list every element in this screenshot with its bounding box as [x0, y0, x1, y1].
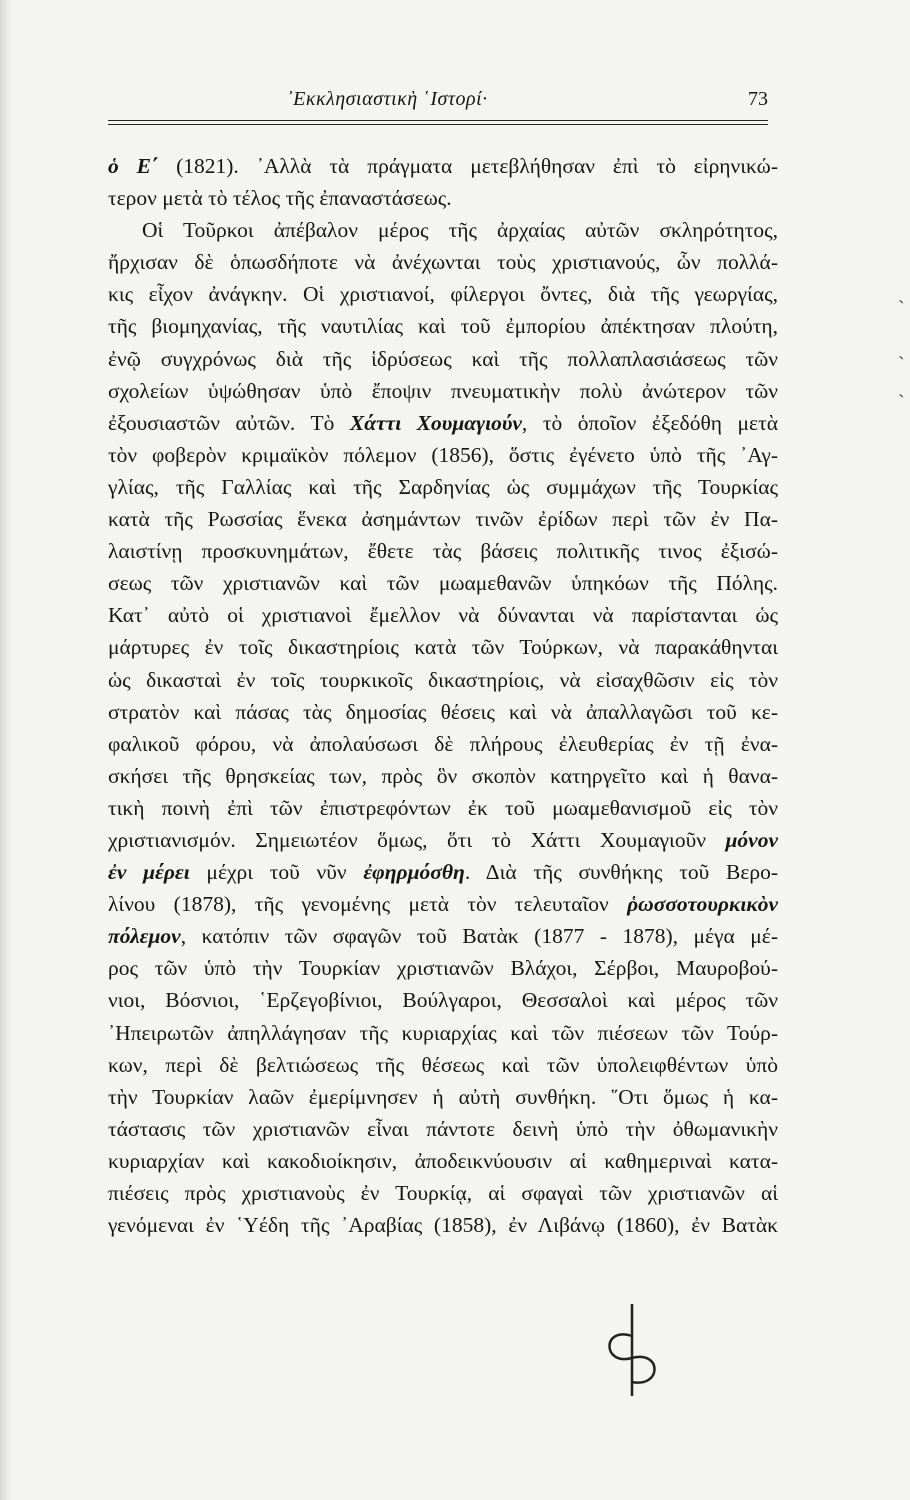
header-rule-thick	[108, 120, 768, 121]
pen-loop-mark	[592, 1296, 672, 1406]
text-line	[108, 696, 778, 728]
text-run: . Διὰ τῆς συνθήκης τοῦ Βερο-	[464, 860, 778, 885]
text-run: χριστιανισμόν. Σημειωτέον ὅμως, ὅτι τὸ Χάττι Χουμαγιοῦν	[108, 827, 726, 852]
text-run: ᾽Ηπειρωτῶν ἀπηλλάγησαν τῆς κυριαρχίας καὶ τῶν πιέσεων τῶν Τούρ-	[108, 1020, 778, 1045]
text-run: στρατὸν καὶ πάσας τὰς δημοσίας θέσεις καὶ νὰ ἀπαλλαγῶσι τοῦ κε-	[108, 699, 778, 724]
body-text	[108, 150, 778, 1241]
text-run: σκήσει τῆς θρησκείας των, πρὸς ὃν σκοπὸν κατηργεῖτο καὶ ἡ θανα-	[108, 763, 778, 788]
text-line	[108, 567, 778, 599]
emphasized-text: ὁ Ε΄	[108, 154, 159, 178]
text-line	[108, 1177, 778, 1209]
text-line	[108, 984, 778, 1016]
text-run: ἤρχισαν δὲ ὁπωσδήποτε νὰ ἀνέχωνται τοὺς χριστιανούς, ὧν πολλά-	[108, 250, 778, 275]
text-run: σεως τῶν χριστιανῶν καὶ τῶν μωαμεθανῶν ὑπηκόων τῆς Πόλης.	[108, 571, 778, 596]
text-line	[108, 278, 778, 310]
text-run: , τὸ ὁποῖον ἐξεδόθη μετὰ	[521, 410, 778, 435]
text-line	[108, 407, 778, 439]
text-line	[108, 920, 778, 952]
text-run: τερον μετὰ τὸ τέλος τῆς ἐπαναστάσεως.	[108, 186, 452, 211]
text-line	[108, 952, 778, 984]
text-line	[108, 824, 778, 856]
text-run: ἐνῷ συγχρόνως διὰ τῆς ἱδρύσεως καὶ τῆς πολλαπλασιάσεως τῶν	[108, 346, 778, 371]
header-rule-thin	[108, 124, 768, 125]
text-line	[108, 856, 778, 888]
text-run: σχολείων ὑψώθησαν ὑπὸ ἔποψιν πνευματικὴν πολὺ ἀνώτερον τῶν	[108, 378, 778, 403]
emphasized-text: ἐν μέρει	[108, 860, 190, 885]
text-line	[108, 439, 778, 471]
text-run: κυριαρχίαν καὶ κακοδιοίκησιν, ἀποδεικνύουσιν αἱ καθημεριναὶ κατα-	[108, 1148, 778, 1173]
margin-mark: ˎ	[898, 376, 905, 398]
emphasized-text: Χάττι Χουμαγιούν	[349, 410, 522, 435]
text-run: ἐξουσιαστῶν αὐτῶν. Τὸ	[108, 410, 350, 435]
text-run: κων, περὶ δὲ βελτιώσεως τῆς θέσεως καὶ τῶν ὑπολειφθέντων ὑπὸ	[108, 1052, 778, 1077]
text-line	[108, 343, 778, 375]
page-edge-shadow	[0, 0, 12, 1500]
text-run: Οἱ Τοῦρκοι ἀπέβαλον μέρος τῆς ἀρχαίας αὐτῶν σκληρότητος,	[142, 218, 778, 243]
text-line	[108, 1049, 778, 1081]
text-run: φαλικοῦ φόρου, νὰ ἀπολαύσωσι δὲ πλήρους ἐλευθερίας ἐν τῇ ἐνα-	[108, 731, 778, 756]
text-line	[108, 471, 778, 503]
emphasized-text: ῥωσσοτουρκικὸν	[627, 892, 778, 917]
text-line	[108, 1209, 778, 1241]
margin-mark: ˎ	[898, 338, 905, 360]
text-line	[108, 182, 778, 214]
running-title: ᾽Εκκλησιαστικὴ ῾Ιστορί·	[286, 88, 488, 110]
text-line	[108, 246, 778, 278]
text-run: γενόμεναι ἐν ῾Υέδη τῆς ᾽Αραβίας (1858), ἐν Λιβάνῳ (1860), ἐν Βατὰκ	[108, 1213, 778, 1238]
emphasized-text: ἐφηρμόσθη	[363, 860, 465, 885]
text-run: κις εἶχον ἀνάγκην. Οἱ χριστιανοί, φίλεργοι ὄντες, διὰ τῆς γεωργίας,	[108, 282, 778, 307]
text-run: ὡς δικασταὶ ἐν τοῖς τουρκικοῖς δικαστηρίοις, νὰ εἰσαχθῶσιν εἰς τὸν	[108, 667, 778, 692]
text-run: τικὴ ποινὴ ἐπὶ τῶν ἐπιστρεφόντων ἐκ τοῦ μωαμεθανισμοῦ εἰς τὸν	[108, 795, 778, 820]
text-run: τάστασις τῶν χριστιανῶν εἶναι πάντοτε δεινὴ ὑπὸ τὴν ὀθωμανικὴν	[108, 1116, 778, 1141]
text-run: ρος τῶν ὑπὸ τὴν Τουρκίαν χριστιανῶν Βλάχοι, Σέρβοι, Μαυροβού-	[108, 956, 778, 981]
emphasized-text: μόνον	[725, 827, 778, 852]
text-run: , κατόπιν τῶν σφαγῶν τοῦ Βατὰκ (1877 - 1878), μέγα μέ-	[180, 924, 778, 949]
text-run: νιοι, Βόσνιοι, ῾Ερζεγοβίνιοι, Βούλγαροι, Θεσσαλοὶ καὶ μέρος τῶν	[108, 988, 778, 1013]
text-line	[108, 214, 778, 246]
margin-mark: ˎ	[898, 282, 905, 304]
text-line	[108, 728, 778, 760]
text-run: τῆς βιομηχανίας, τῆς ναυτιλίας καὶ τοῦ ἐμπορίου ἀπέκτησαν πλούτη,	[108, 314, 778, 339]
text-run: κατὰ τῆς Ρωσσίας ἕνεκα ἀσημάντων τινῶν ἐρίδων περὶ τῶν ἐν Πα-	[108, 507, 778, 532]
text-line	[108, 1017, 778, 1049]
page-number: 73	[748, 88, 768, 110]
page-header	[108, 88, 768, 118]
text-run: πιέσεις πρὸς χριστιανοὺς ἐν Τουρκίᾳ, αἱ σφαγαὶ τῶν χριστιανῶν αἱ	[108, 1181, 778, 1205]
text-line	[108, 792, 778, 824]
text-line	[108, 760, 778, 792]
text-run: λαιστίνῃ προσκυνημάτων, ἔθετε τὰς βάσεις πολιτικῆς τινος ἐξισώ-	[108, 539, 778, 564]
emphasized-text: πόλεμον	[108, 924, 181, 949]
text-run: γλίας, τῆς Γαλλίας καὶ τῆς Σαρδηνίας ὡς συμμάχων τῆς Τουρκίας	[108, 474, 778, 499]
text-line	[108, 310, 778, 342]
text-line	[108, 1145, 778, 1177]
text-run: (1821). ᾽Αλλὰ τὰ πράγματα μετεβλήθησαν ἐπὶ τὸ εἰρηνικώ-	[158, 154, 778, 178]
text-line	[108, 375, 778, 407]
text-run: λίνου (1878), τῆς γενομένης μετὰ τὸν τελευταῖον	[108, 892, 628, 917]
text-run: τὴν Τουρκίαν λαῶν ἐμερίμνησεν ἡ αὐτὴ συνθήκη. ῞Οτι ὅμως ἡ κα-	[108, 1084, 778, 1109]
text-line	[108, 1081, 778, 1113]
text-run: μάρτυρες ἐν τοῖς δικαστηρίοις κατὰ τῶν Τούρκων, νὰ παρακάθηνται	[108, 635, 778, 660]
text-run: Κατ᾽ αὐτὸ οἱ χριστιανοὶ ἔμελλον νὰ δύνανται νὰ παρίστανται ὡς	[108, 603, 778, 628]
text-line	[108, 631, 778, 663]
text-line	[108, 599, 778, 631]
text-line	[108, 535, 778, 567]
text-line	[108, 503, 778, 535]
text-run: μέχρι τοῦ νῦν	[189, 860, 364, 885]
text-run: τὸν φοβερὸν κριμαϊκὸν πόλεμον (1856), ὅστις ἐγένετο ὑπὸ τῆς ᾽Αγ-	[108, 442, 778, 467]
text-line	[108, 1113, 778, 1145]
text-line	[108, 888, 778, 920]
text-line	[108, 664, 778, 696]
text-line	[108, 150, 778, 182]
